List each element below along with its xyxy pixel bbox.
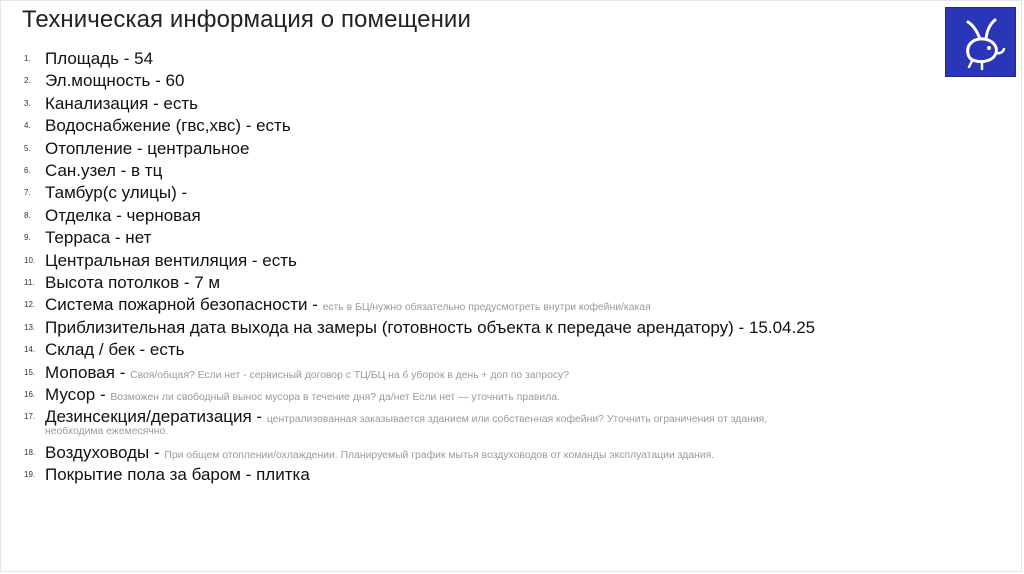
item-number: 15. <box>24 367 36 377</box>
item-number: 18. <box>24 448 36 457</box>
item-number: 17. <box>24 412 36 422</box>
list-item <box>0 48 1024 70</box>
item-number: 7. <box>24 188 31 198</box>
item-number: 2. <box>24 76 31 86</box>
item-note: Возможен ли свободный вынос мусора в течение дня? да/нет Если нет — уточнить правила. <box>110 392 560 403</box>
item-line <box>45 182 187 204</box>
item-label: Моповая - <box>45 362 131 382</box>
item-label: Канализация - есть <box>45 93 199 113</box>
item-number: 5. <box>24 143 31 153</box>
list-item <box>0 115 1024 137</box>
item-line <box>45 227 151 249</box>
item-label: Центральная вентиляция - есть <box>45 250 297 270</box>
item-label: Приблизительная дата выхода на замеры (готовность объекта к передаче арендатору) - 15.04.25 <box>45 317 816 337</box>
item-number: 4. <box>24 121 31 131</box>
item-number: 12. <box>24 300 36 310</box>
list-item <box>0 93 1024 115</box>
list-item <box>0 182 1024 204</box>
item-number: 3. <box>24 98 31 108</box>
item-number: 14. <box>24 345 36 355</box>
list-item <box>0 138 1024 160</box>
item-line <box>45 48 153 70</box>
item-label: Тамбур(с улицы) - <box>45 183 188 203</box>
item-label: Площадь - 54 <box>45 49 154 68</box>
item-line <box>45 317 815 339</box>
page-title: Техническая информация о помещении <box>22 6 471 33</box>
list-item <box>0 384 1024 406</box>
list-item <box>0 362 1024 384</box>
item-line <box>45 93 198 115</box>
item-label: Водоснабжение (гвс,хвс) - есть <box>45 116 291 136</box>
list-item <box>0 250 1024 272</box>
item-line <box>45 70 184 92</box>
list-item <box>0 294 1024 316</box>
item-label: Сан.узел - в тц <box>45 161 163 180</box>
item-label: Высота потолков - 7 м <box>45 273 221 292</box>
list-item <box>0 339 1024 361</box>
list-item <box>0 70 1024 92</box>
item-line <box>45 442 714 467</box>
item-number: 11. <box>24 278 35 287</box>
list-item <box>0 406 1024 442</box>
item-line <box>45 138 249 160</box>
item-note: Своя/общая? Если нет - сервисный договор с ТЦ/БЦ на 6 уборок в день + доп по запросу? <box>130 369 570 381</box>
item-label: Отделка - черновая <box>45 205 201 225</box>
item-number: 19. <box>24 470 36 480</box>
item-line <box>45 362 569 387</box>
list-item <box>0 205 1024 227</box>
item-number: 13. <box>24 322 36 332</box>
list-item <box>0 160 1024 182</box>
list-item <box>0 272 1024 294</box>
list-item <box>0 227 1024 249</box>
item-label: Эл.мощность - 60 <box>45 71 185 91</box>
item-note: есть в БЦ/нужно обязательно предусмотреть внутри кофейни/какая <box>322 302 651 314</box>
item-line <box>45 272 220 294</box>
item-label: Дезинсекция/дератизация - <box>45 407 267 427</box>
list-item <box>0 442 1024 464</box>
item-line <box>45 160 162 182</box>
item-line <box>45 339 185 361</box>
item-line <box>45 115 291 137</box>
item-line <box>45 384 560 409</box>
list-item <box>0 317 1024 339</box>
list-item <box>0 464 1024 486</box>
item-label: Терраса - нет <box>45 228 152 248</box>
item-label: Склад / бек - есть <box>45 340 185 360</box>
item-note: При общем отоплении/охлаждении. Планируемый график мытья воздуховодов от команды эксплуатации здания. <box>164 450 715 461</box>
item-number: 8. <box>24 210 31 220</box>
item-number: 9. <box>24 233 31 243</box>
item-note-continuation: необходима ежемесячно. <box>45 426 169 438</box>
item-line <box>45 294 651 319</box>
item-number: 16. <box>24 390 36 399</box>
item-label: Отопление - центральное <box>45 138 250 158</box>
item-note: централизованная заказывается зданием или собственная кофейни? Уточнить ограничения от здания, <box>266 414 768 426</box>
item-label: Покрытие пола за баром - плитка <box>45 465 310 485</box>
item-line <box>45 464 310 486</box>
item-label: Мусор - <box>45 385 111 404</box>
item-line <box>45 250 297 272</box>
item-number: 6. <box>24 166 31 175</box>
item-number: 10. <box>24 255 36 265</box>
item-label: Воздуховоды - <box>45 443 165 462</box>
item-line <box>45 205 201 227</box>
item-label: Система пожарной безопасности - <box>45 295 323 315</box>
item-number: 1. <box>24 54 31 63</box>
